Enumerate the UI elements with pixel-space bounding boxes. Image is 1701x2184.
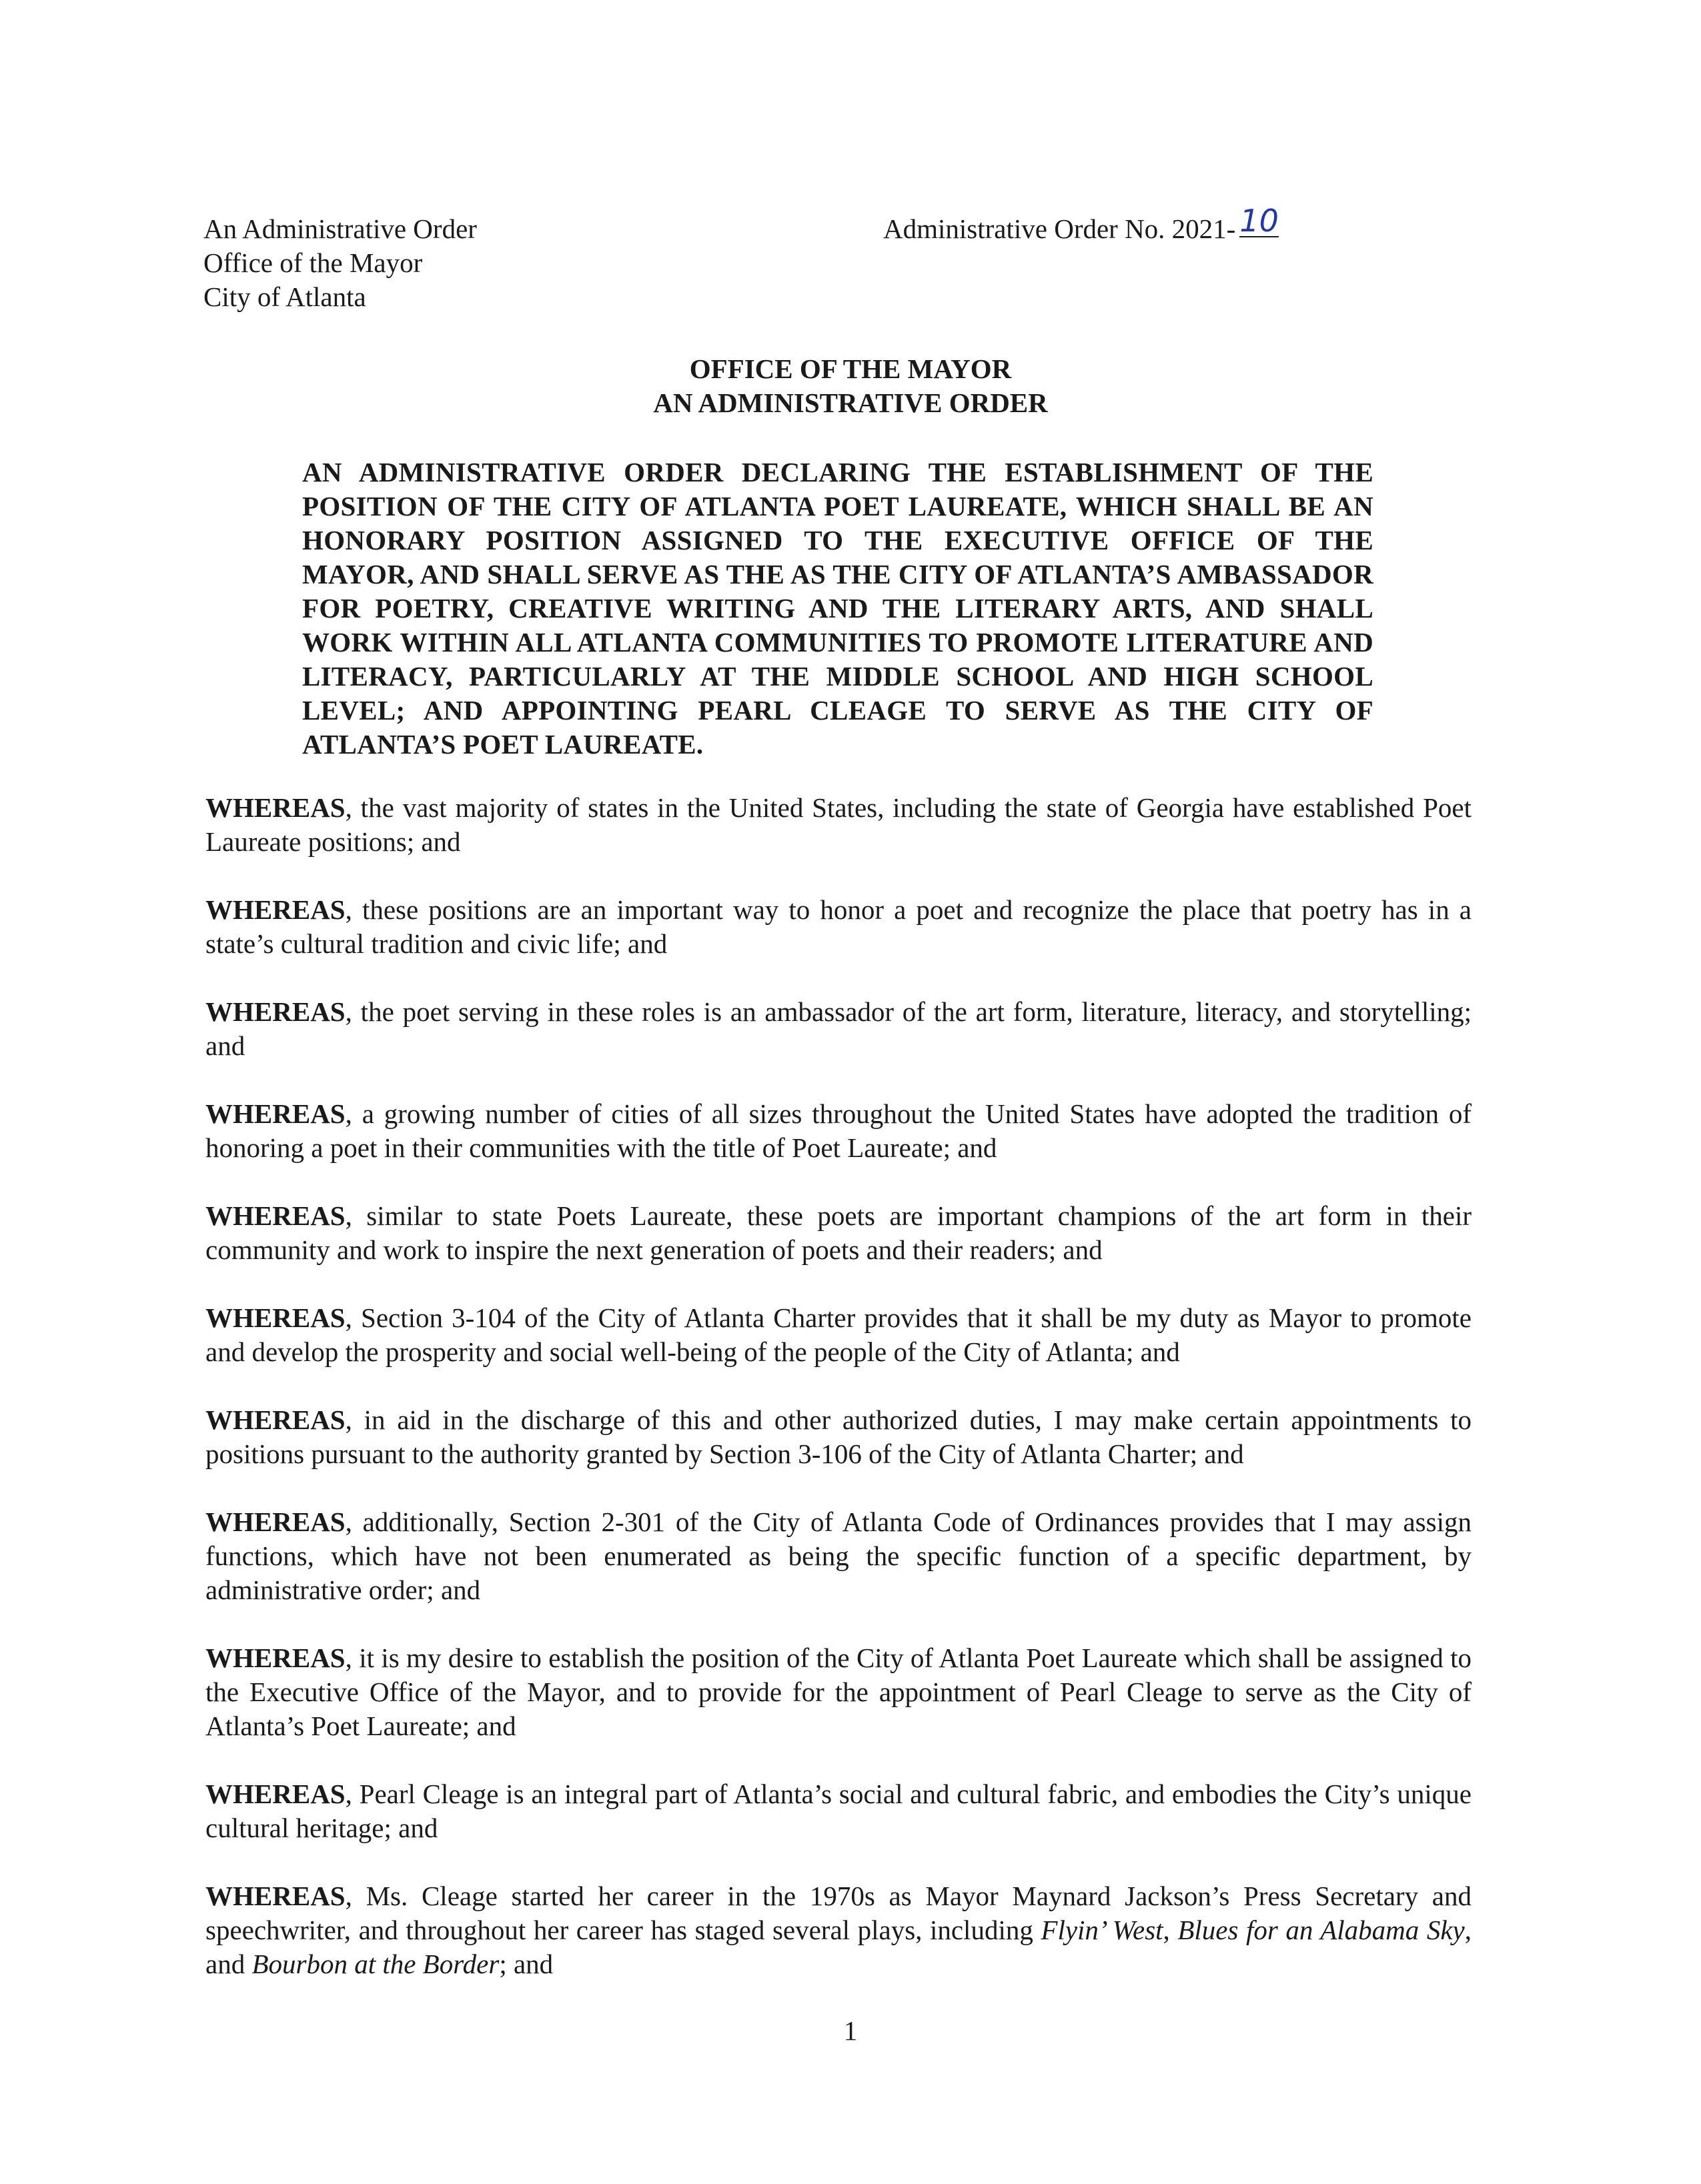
whereas-clause (205, 1641, 1472, 1743)
issuer-line-city: City of Atlanta (203, 281, 366, 312)
clause-text: , a growing number of cities of all sizes throughout the United States have adopted the tradition of honoring a poet in their communities with the title of Poet Laureate; and (205, 1098, 1472, 1163)
whereas-clause (205, 1777, 1472, 1845)
play-title: Flyin’ West (1041, 1915, 1163, 1945)
whereas-label: WHEREAS (205, 1779, 346, 1809)
whereas-label: WHEREAS (205, 1200, 346, 1231)
order-number (883, 203, 1279, 246)
clause-text: , additionally, Section 2-301 of the City of Atlanta Code of Ordinances provides that I may assign functions, which have not been enumerated as being the specific function of a specific department, by administrative order; and (205, 1506, 1472, 1605)
whereas-clause (205, 1879, 1472, 1981)
order-number-label: Administrative Order No. 2021- (883, 213, 1236, 244)
clause-text: , and (205, 1915, 1472, 1979)
page-number: 1 (843, 2015, 858, 2046)
play-title: Bourbon at the Border (251, 1949, 500, 1979)
order-purpose: AN ADMINISTRATIVE ORDER DECLARING THE ESTABLISHMENT OF THE POSITION OF THE CITY OF ATLANTA POET LAUREATE, WHICH SHALL BE AN HONORARY POSITION ASSIGNED TO THE EXECUTIVE OFFICE OF THE MAYOR, AND SHALL SERVE AS THE AS THE CITY OF ATLANTA’S AMBASSADOR FOR POETRY, CREATIVE WRITING AND THE LITERARY ARTS, AND SHALL WORK WITHIN ALL ATLANTA COMMUNITIES TO PROMOTE LITERATURE AND LITERACY, PARTICULARLY AT THE MIDDLE SCHOOL AND HIGH SCHOOL LEVEL; AND APPOINTING PEARL CLEAGE TO SERVE AS THE CITY OF ATLANTA’S POET LAUREATE. (302, 457, 1373, 760)
whereas-label: WHEREAS (205, 1643, 346, 1673)
whereas-clauses (205, 791, 1472, 2015)
play-title: Blues for an Alabama Sky (1177, 1915, 1465, 1945)
clause-text: , similar to state Poets Laureate, these poets are important champions of the art form in their community and work to inspire the next generation of poets and their readers; and (205, 1200, 1472, 1265)
whereas-label: WHEREAS (205, 1098, 346, 1129)
clause-text: , in aid in the discharge of this and other authorized duties, I may make certain appointments to positions pursuant to the authority granted by Section 3-106 of the City of Atlanta Charter; and (205, 1404, 1472, 1469)
document-heading (0, 352, 1701, 420)
clause-text: , the poet serving in these roles is an ambassador of the art form, literature, literacy, and storytelling; and (205, 996, 1472, 1061)
issuer-line-order: An Administrative Order (203, 213, 477, 244)
heading-order-type: AN ADMINISTRATIVE ORDER (653, 387, 1048, 418)
clause-text: , the vast majority of states in the United States, including the state of Georgia have established Poet Laureate positions; and (205, 792, 1472, 857)
whereas-clause (205, 1505, 1472, 1607)
whereas-label: WHEREAS (205, 996, 346, 1027)
whereas-label: WHEREAS (205, 1881, 346, 1911)
clause-text: , it is my desire to establish the position of the City of Atlanta Poet Laureate which shall be assigned to the Executive Office of the Mayor, and to provide for the appointment of Pearl Cleage to serve as the City of Atlanta’s Poet Laureate; and (205, 1643, 1472, 1741)
clause-text: ; and (499, 1949, 554, 1979)
clause-text: , Section 3-104 of the City of Atlanta Charter provides that it shall be my duty as Mayor to promote and develop the prosperity and social well-being of the people of the City of Atlanta; and (205, 1302, 1472, 1367)
whereas-clause (205, 893, 1472, 961)
clause-text: , (1163, 1915, 1178, 1945)
issuer-block (203, 212, 477, 314)
whereas-clause (205, 995, 1472, 1063)
handwritten-order-number: 10 (1239, 203, 1279, 239)
whereas-label: WHEREAS (205, 1302, 346, 1333)
whereas-clause (205, 1199, 1472, 1267)
whereas-clause (205, 791, 1472, 859)
whereas-clause (205, 1301, 1472, 1369)
whereas-label: WHEREAS (205, 1506, 346, 1537)
issuer-line-office: Office of the Mayor (203, 247, 423, 278)
clause-text: , these positions are an important way to honor a poet and recognize the place that poetry has in a state’s cultural tradition and civic life; and (205, 894, 1472, 959)
clause-text: , Ms. Cleage started her career in the 1970s as Mayor Maynard Jackson’s Press Secretary and speechwriter, and throughout her career has staged several plays, including (205, 1881, 1472, 1945)
whereas-label: WHEREAS (205, 1404, 346, 1435)
whereas-clause (205, 1097, 1472, 1165)
whereas-label: WHEREAS (205, 792, 346, 823)
whereas-clause (205, 1403, 1472, 1471)
heading-office: OFFICE OF THE MAYOR (689, 353, 1012, 384)
whereas-label: WHEREAS (205, 894, 346, 925)
clause-text: , Pearl Cleage is an integral part of Atlanta’s social and cultural fabric, and embodies the City’s unique cultural heritage; and (205, 1779, 1472, 1843)
